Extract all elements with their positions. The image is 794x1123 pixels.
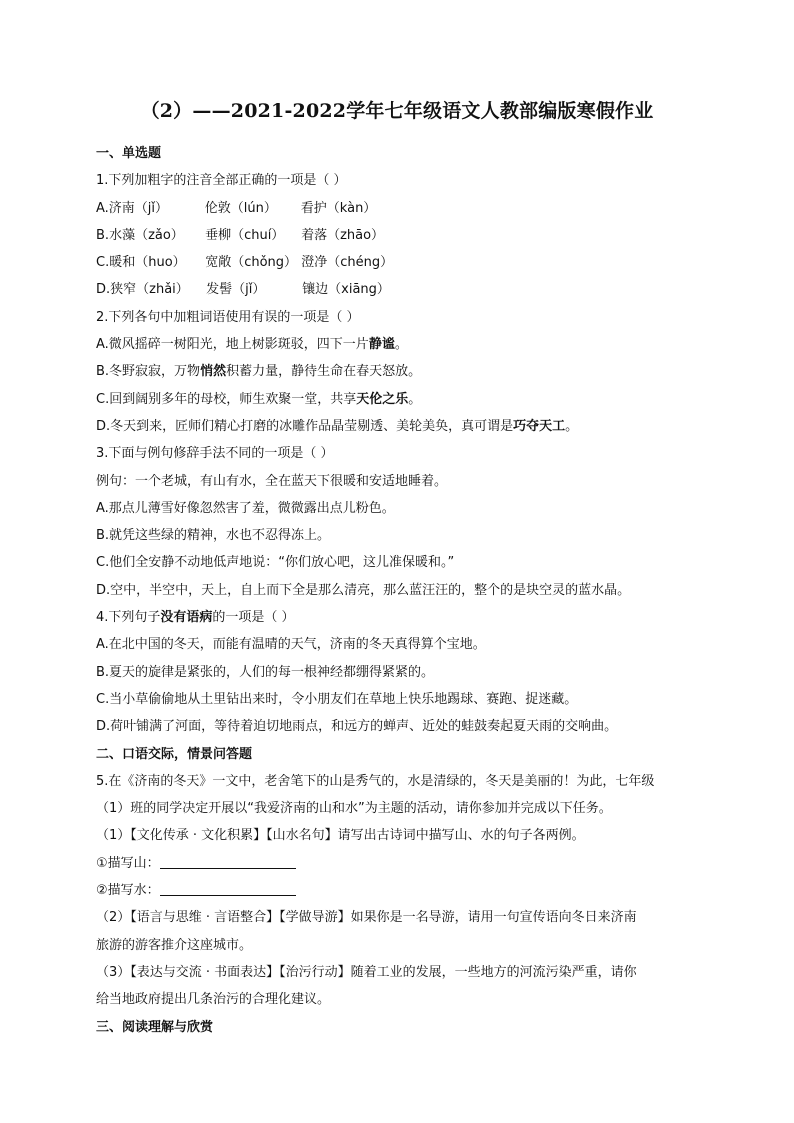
option-word: 垂柳（chuí） xyxy=(205,227,285,243)
blank-label: ②描写水： xyxy=(96,883,160,899)
bold-phrase: 天伦之乐 xyxy=(356,391,409,407)
option-text: C.回到阔别多年的母校，师生欢聚一堂，共享 xyxy=(96,391,357,407)
option-label: C. xyxy=(96,255,110,271)
option-text: 。 xyxy=(408,391,422,407)
bold-phrase: 悄然 xyxy=(200,364,227,380)
option-word: 伦敦（lún） xyxy=(204,200,277,216)
question-2-option-a xyxy=(96,331,702,358)
section-heading-reading: 三、阅读理解与欣赏 xyxy=(96,1019,214,1035)
document-title: （2）——2021-2022学年七年级语文人教部编版寒假作业 xyxy=(140,100,654,122)
question-3-option-a: A.那点儿薄雪好像忽然害了羞，微微露出点儿粉色。 xyxy=(96,500,395,516)
question-2-stem: 2.下列各句中加粗词语使用有误的一项是（ ） xyxy=(96,309,360,325)
option-word: 发髻（jǐ） xyxy=(206,282,266,298)
question-2-option-c xyxy=(96,386,702,413)
answer-blank-mountain xyxy=(96,850,702,877)
bold-phrase: 静谧 xyxy=(368,337,395,353)
answer-blank-water xyxy=(96,877,702,904)
option-label: B. xyxy=(96,227,110,243)
option-text: A.微风摇碎一树阳光，地上树影斑驳，四下一片 xyxy=(96,337,369,353)
option-word: 济南（jǐ） xyxy=(108,200,169,216)
option-word: 镶边（xiāng） xyxy=(302,282,390,298)
question-2-option-d xyxy=(96,413,702,440)
question-1-option-d xyxy=(96,276,702,303)
option-text: 。 xyxy=(565,418,579,434)
question-4-option-d: D.荷叶铺满了河面，等待着迫切地雨点，和远方的蝉声、近处的蛙鼓奏起夏天雨的交响曲。 xyxy=(96,719,618,735)
question-1-option-b xyxy=(96,222,702,249)
question-1-stem: 1.下列加粗字的注音全部正确的一项是（ ） xyxy=(96,173,347,189)
question-3-option-c: C.他们全安静不动地低声地说：“你们放心吧，这儿准保暖和。” xyxy=(96,555,455,571)
option-text: 。 xyxy=(394,337,408,353)
question-3-option-d: D.空中，半空中，天上，自上而下全是那么清亮，那么蓝汪汪的，整个的是块空灵的蓝水晶。 xyxy=(96,582,631,598)
question-3-option-b: B.就凭这些绿的精神，水也不忍得冻上。 xyxy=(96,528,331,544)
question-1-option-a xyxy=(96,195,702,222)
blank-label: ①描写山： xyxy=(96,855,160,871)
option-word: 暖和（huo） xyxy=(109,255,186,271)
bold-phrase: 巧夺天工 xyxy=(513,418,566,434)
option-label: A. xyxy=(96,200,109,216)
question-5-task-2-cont: 旅游的游客推介这座城市。 xyxy=(96,937,253,953)
bold-phrase: 没有语病 xyxy=(160,610,213,626)
section-heading-single-choice: 一、单选题 xyxy=(96,146,162,161)
question-4-option-b: B.夏天的旋律是紧张的，人们的每一根神经都绷得紧紧的。 xyxy=(96,664,435,680)
section-heading-oral-communication: 二、口语交际，情景问答题 xyxy=(96,746,253,762)
question-3-stem: 3.下面与例句修辞手法不同的一项是（ ） xyxy=(96,446,334,462)
option-word: 澄净（chéng） xyxy=(301,255,394,271)
question-4-option-c: C.当小草偷偷地从土里钻出来时，令小朋友们在草地上快乐地踢球、赛跑、捉迷藏。 xyxy=(96,691,578,707)
option-word: 看护（kàn） xyxy=(300,200,377,216)
question-4-option-a: A.在北中国的冬天，而能有温晴的天气，济南的冬天真得算个宝地。 xyxy=(96,637,486,653)
option-word: 宽敞（chǒng） xyxy=(205,255,298,271)
question-5-task-2: （2）【语言与思维 · 言语整合】【学做导游】如果你是一名导游，请用一句宣传语向冬日来济南 xyxy=(96,910,637,926)
question-5-task-3: （3）【表达与交流 · 书面表达】【治污行动】随着工业的发展，一些地方的河流污染严重，请你 xyxy=(96,964,637,980)
option-label: D. xyxy=(96,282,111,298)
stem-text: 的一项是（ ） xyxy=(212,610,295,626)
question-5-task-3-cont: 给当地政府提出几条治污的合理化建议。 xyxy=(96,992,331,1008)
question-2-option-b xyxy=(96,358,702,385)
question-1-option-c xyxy=(96,249,702,276)
option-word: 水藻（zǎo） xyxy=(109,227,184,243)
option-word: 狭窄（zhǎi） xyxy=(110,282,189,298)
option-text: B.冬野寂寂，万物 xyxy=(96,364,201,380)
question-5-task-1: （1）【文化传承 · 文化积累】【山水名句】请写出古诗词中描写山、水的句子各两例。 xyxy=(96,828,585,844)
question-5-intro: 5.在《济南的冬天》一文中，老舍笔下的山是秀气的，水是清绿的，冬天是美丽的！为此，七年级 xyxy=(96,773,655,789)
answer-line[interactable] xyxy=(160,883,296,896)
document-body xyxy=(96,140,702,1041)
question-5-intro-cont: （1）班的同学决定开展以“我爱济南的山和水”为主题的活动，请你参加并完成以下任务。 xyxy=(96,801,612,817)
option-text: D.冬天到来，匠师们精心打磨的冰雕作品晶莹剔透、美轮美奂，真可谓是 xyxy=(96,418,514,434)
question-4-stem xyxy=(96,604,702,631)
answer-line[interactable] xyxy=(160,856,296,869)
stem-text: 4.下列句子 xyxy=(96,610,161,626)
question-3-example: 例句：一个老城，有山有水，全在蓝天下很暖和安适地睡着。 xyxy=(96,473,448,489)
option-word: 着落（zhāo） xyxy=(301,227,385,243)
option-text: 积蓄力量，静待生命在春天怒放。 xyxy=(226,364,422,380)
